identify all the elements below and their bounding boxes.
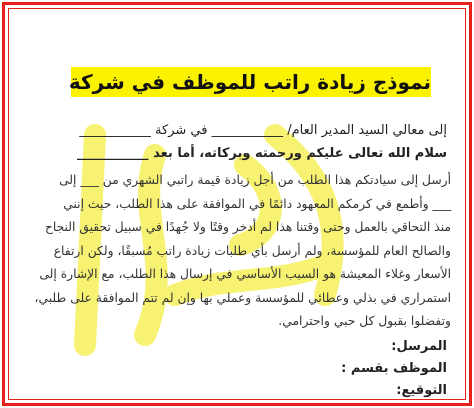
body-line: أرسل إلى سيادتكم هذا الطلب من أجل زيادة قيمة راتبي الشهري من ___ إلى	[59, 173, 451, 187]
body-line: والصالح العام للمؤسسة، ولم أرسل بأي طلبات زيادة راتب مُسبقًا، ولكن ارتفاع	[53, 243, 451, 258]
body-line: استمراري في بذلي وعطائي للمؤسسة وعملي بها وإن لم تتم الموافقة على طلبي،	[34, 290, 451, 305]
sender-label: المرسل:	[391, 339, 447, 354]
body-line: ___ وأطمع في كرمكم المعهود دائمًا في الموافقة على هذا الطلب، حيث إنني	[63, 196, 451, 211]
employee-label: الموظف بقسم :	[341, 361, 447, 376]
addressee-line: إلى معالي السيد المدير العام/ ___________ في شركة ___________	[79, 123, 447, 138]
document-frame	[2, 2, 472, 406]
body-line: الأسعار وغلاء المعيشة هو السبب الأساسي في إرسال هذا الطلب، مع الإشارة إلى	[39, 267, 451, 281]
body-line: منذ التحاقي بالعمل وحتى وقتنا هذا لم أدخر وقتًا ولا جُهدًا في سبيل تحقيق النجاح	[44, 220, 451, 234]
document-title: نموذج زيادة راتب للموظف في شركة	[71, 67, 431, 97]
letter-body	[19, 169, 451, 334]
greeting-line: سلام الله تعالى عليكم ورحمته وبركاته، أما بعد ___________	[77, 146, 447, 161]
body-line: وتفضلوا بقبول كل حبي واحترامي.	[278, 314, 451, 328]
signature-label: التوقيع:	[396, 383, 447, 398]
